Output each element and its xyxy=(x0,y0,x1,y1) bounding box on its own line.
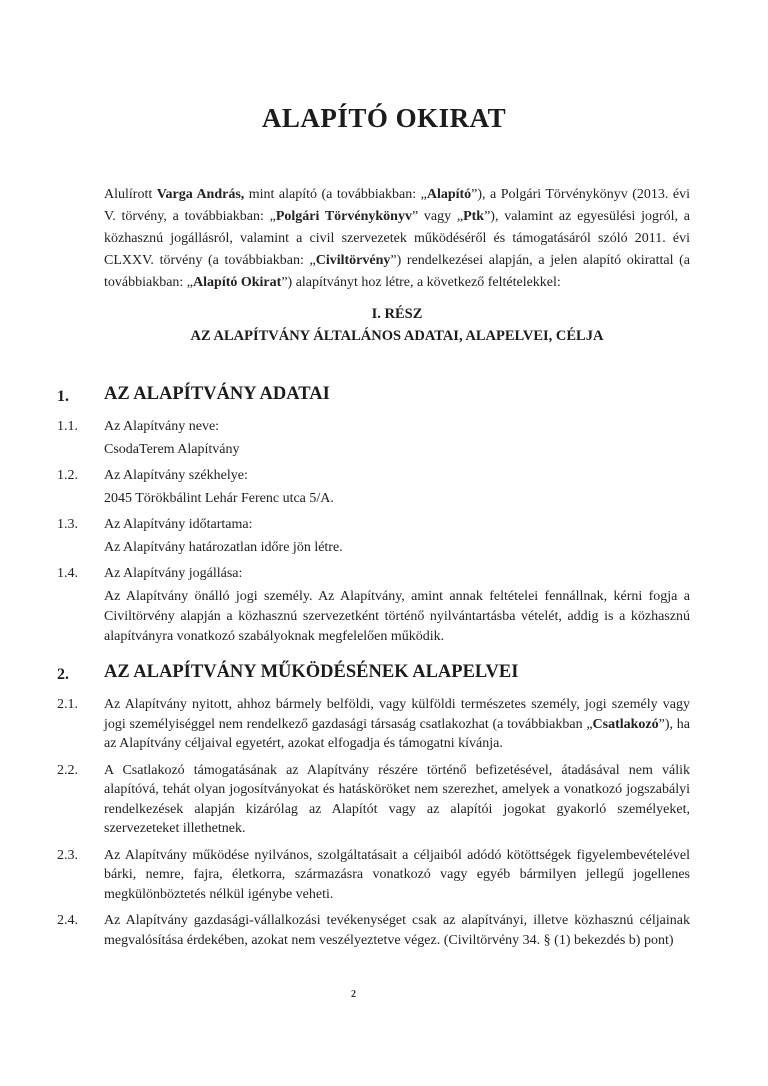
part-header xyxy=(104,303,690,347)
item-number: 1.2. xyxy=(57,468,78,483)
item-number: 2.3. xyxy=(57,847,78,863)
item-label: Az Alapítvány időtartama: xyxy=(104,517,253,532)
item-number: 1.1. xyxy=(57,419,78,434)
intro-paragraph: Alulírott Varga András, mint alapító (a továbbiakban: „Alapító”), a Polgári Törvénykönyv (2013. évi V. törvény, a továbbiakban: „Polgári Törvénykönyv” vagy „Ptk”), valamint az egyesülési jogról, a közhasznú jogállásról, valamint a civil szervezetek működéséről és támogatásáról szóló 2011. évi CLXXV. törvény (a továbbiakban: „Civiltörvény”) rendelkezései alapján, a jelen alapító okirattal (a továbbiakban: „Alapító Okirat”) alapítványt hoz létre, a következő feltételekkel: xyxy=(104,187,691,290)
item-text: Az Alapítvány határozatlan időre jön létre. xyxy=(104,540,343,555)
item-text: Az Alapítvány gazdasági-vállalkozási tevékenységet csak az alapítványi, illetve közhasznú céljainak megvalósítása érdekében, azokat nem veszélyeztetve végez. (Civiltörvény 34. § (1) bekezdés b) pont) xyxy=(104,913,690,948)
item-2-3 xyxy=(57,846,690,905)
item-label: Az Alapítvány jogállása: xyxy=(104,566,243,581)
document-content xyxy=(57,184,691,950)
item-text: CsodaTerem Alapítvány xyxy=(104,442,240,457)
document-title: ALAPÍTÓ OKIRAT xyxy=(261,103,507,133)
part-heading: I. RÉSZ xyxy=(371,306,423,322)
section-2-heading xyxy=(57,659,690,685)
item-text: A Csatlakozó támogatásának az Alapítvány részére történő befizetésével, átadásával nem válik alapítóvá, tehát olyan jogosítványokat és hatásköröket nem szerezhet, amelyek a vonatkozó jogszabályi rendelkezések alapján kizárólag az Alapítót vagy az alapítói jogokat gyakorló személyeket, szervezeteket illethetnek. xyxy=(104,762,690,836)
item-number: 1.3. xyxy=(57,517,78,532)
section-number: 2. xyxy=(57,666,69,683)
section-2 xyxy=(57,659,690,950)
item-2-1 xyxy=(57,695,690,754)
page-number: 2 xyxy=(351,989,356,1000)
item-1-1 xyxy=(57,417,690,460)
item-text: Az Alapítvány nyitott, ahhoz bármely belföldi, vagy külföldi természetes személy, jogi személy vagy jogi személyiséggel nem rendelkező gazdasági társaság csatlakozhat (a továbbiakban „Csatlakozó”), ha az Alapítvány céljaival egyetért, azokat elfogadja és támogatni kívánja. xyxy=(104,697,690,751)
item-2-4 xyxy=(57,911,690,950)
item-label: Az Alapítvány neve: xyxy=(104,419,220,434)
part-subheading: AZ ALAPÍTVÁNY ÁLTALÁNOS ADATAI, ALAPELVEI, CÉLJA xyxy=(190,328,604,344)
section-number: 1. xyxy=(57,388,69,405)
section-1-heading xyxy=(57,381,690,407)
item-label: Az Alapítvány székhelye: xyxy=(104,468,248,483)
section-heading-text: AZ ALAPÍTVÁNY ADATAI xyxy=(104,384,330,404)
section-1 xyxy=(57,381,690,647)
item-2-2 xyxy=(57,761,690,839)
item-text: Az Alapítvány működése nyilvános, szolgáltatásait a céljaiból adódó kötöttségek figyelembevételével bárki, nemre, fajra, életkorra, származásra vonatkozó vagy egyéb bármilyen jellegű jogellenes megkülönböztetés nélkül igénybe veheti. xyxy=(104,847,690,902)
item-text: Az Alapítvány önálló jogi személy. Az Alapítvány, amint annak feltételei fennállnak, kérni fogja a Civiltörvény alapján a közhasznú szervezetként történő nyilvántartásba vételét, addig is a közhasznú alapítványra vonatkozó szabályoknak megfelelően működik. xyxy=(104,589,690,644)
item-number: 1.4. xyxy=(57,566,78,581)
item-1-2 xyxy=(57,466,690,509)
item-1-3 xyxy=(57,515,690,558)
item-1-4 xyxy=(57,564,690,647)
section-heading-text: AZ ALAPÍTVÁNY MŰKÖDÉSÉNEK ALAPELVEI xyxy=(104,662,519,682)
item-text: 2045 Törökbálint Lehár Ferenc utca 5/A. xyxy=(104,491,334,506)
item-number: 2.2. xyxy=(57,762,78,778)
item-number: 2.4. xyxy=(57,913,78,928)
item-number: 2.1. xyxy=(57,697,78,712)
